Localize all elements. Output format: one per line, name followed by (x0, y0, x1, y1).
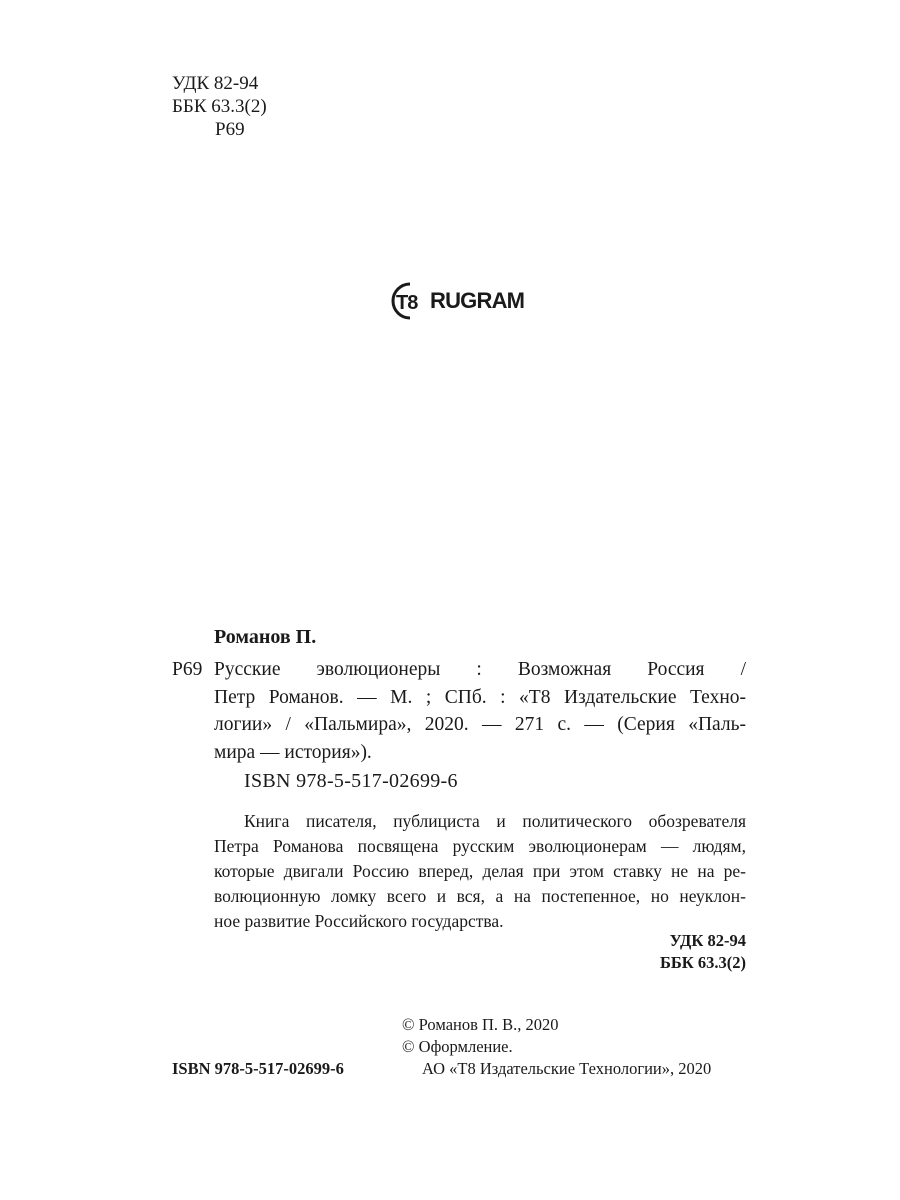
copyright-author: © Романов П. В., 2020 (402, 1015, 559, 1034)
abstract-line: ное развитие Российского государства. (214, 911, 504, 931)
udk-code-bottom: УДК 82-94 (669, 931, 746, 950)
abstract-line: которые двигали Россию вперед, делая при этом ставку не на ре- (214, 861, 746, 881)
copyright-design: © Оформление. (402, 1037, 513, 1056)
entry-author-code: Р69 (172, 659, 203, 680)
description-line: логии» / «Пальмира», 2020. — 271 с. — (Серия «Паль- (214, 714, 746, 735)
entry-author: Романов П. (214, 626, 317, 648)
abstract (214, 809, 746, 934)
t8-logo-icon (386, 280, 428, 322)
entry-isbn: ISBN 978-5-517-02699-6 (244, 770, 458, 792)
isbn-bottom: ISBN 978-5-517-02699-6 (172, 1059, 344, 1078)
description-line: Петр Романов. — М. ; СПб. : «Т8 Издательские Техно- (214, 686, 746, 708)
abstract-line: Книга писателя, публициста и политического обозревателя (244, 811, 746, 831)
logo-word: RUGRAM (430, 288, 525, 313)
description-line: Русские эволюционеры : Возможная Россия / (214, 659, 746, 680)
author-code: Р69 (215, 119, 245, 140)
bbk-code: ББК 63.3(2) (172, 96, 267, 117)
entry-description (214, 656, 746, 766)
top-classification (172, 72, 267, 141)
description-line: мира — история»). (214, 741, 372, 763)
abstract-line: Петра Романова посвящена русским эволюционерам — людям, (214, 836, 746, 856)
bbk-code-bottom: ББК 63.3(2) (659, 953, 746, 972)
logo-mark: T8 (396, 292, 418, 314)
copyright-publisher: АО «Т8 Издательские Технологии», 2020 (422, 1059, 712, 1078)
copyright-block (402, 1014, 711, 1080)
udk-code: УДК 82-94 (172, 73, 259, 94)
abstract-line: волюционную ломку всего и вся, а на постепенное, но неуклон- (214, 886, 746, 906)
publisher-logo (386, 280, 524, 322)
bottom-classification (660, 930, 746, 974)
